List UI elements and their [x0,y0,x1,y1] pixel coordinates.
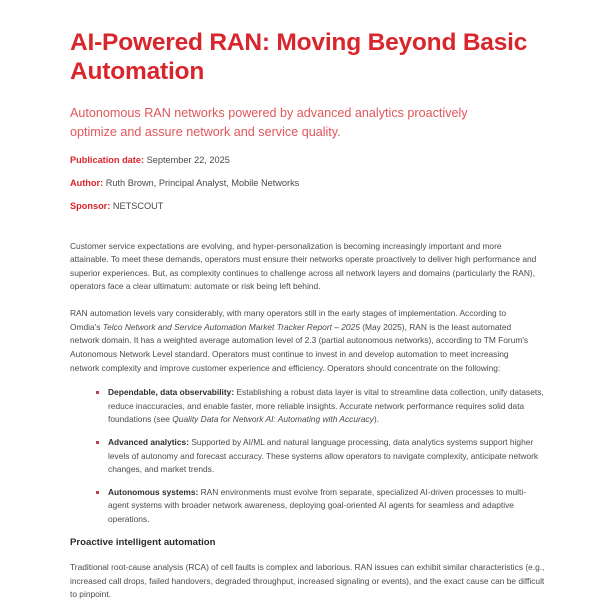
author-value: Ruth Brown, Principal Analyst, Mobile Networks [105,177,300,188]
list-item-text: Establishing a robust data layer is vital to streamline data collection, unify datasets, reduce inaccuracies, and enable faster, more reliable insights. Accurate network performance requires solid data foundations (see [108,387,544,425]
list-item-lead-separator: : [186,436,189,447]
list-item-lead: Dependable, data observability [108,387,232,398]
list-item-lead: Advanced analytics [108,436,187,447]
list-item-lead: Autonomous systems [108,486,196,497]
bullet-square-icon [96,391,99,394]
list-item-lead-separator: : [195,486,199,497]
body-paragraph-2 [70,307,538,375]
spacer [70,224,545,240]
body-paragraph-3: Traditional root-cause analysis (RCA) of cell faults is complex and laborious. RAN issues can exhibit similar characteristics (e.g., increased call drops, failed handovers, degraded throughput, increased signaling or events), and the exact cause can be difficult to pinpoint. [70,562,545,600]
paragraph-2-report-title: Telco Network and Service Automation Market Tracker Report – 2025 [102,321,360,332]
publication-date-line [70,155,545,167]
sponsor-value: NETSCOUT [112,200,164,211]
page-title: AI-Powered RAN: Moving Beyond Basic Automation [70,29,528,86]
bullet-square-icon [96,491,99,494]
bullet-square-icon [96,441,99,444]
publication-date-label: Publication date: [70,154,145,165]
list-item-text: Supported by AI/ML and natural language processing, data analytics systems support higher levels of autonomy and forecast accuracy. These systems allow operators to navigate complexity, anticipate network changes, and market trends. [108,436,539,475]
list-item-text-tail: ). [373,414,379,425]
body-paragraph-1: Customer service expectations are evolving, and hyper-personalization is becoming increasingly important and more attainable. To meet these demands, operators must ensure their networks operate proactively to deliver high performance and superior experiences. But, as complexity continues to challenge across all network layers and domains (particularly the RAN), operators face a clear ultimatum: automate or risk being left behind. [70,240,537,292]
page-subtitle: Autonomous RAN networks powered by advanced analytics proactively optimize and assure network and service quality. [70,106,468,139]
publication-date-value: September 22, 2025 [146,154,230,165]
section-heading: Proactive intelligent automation [70,536,216,548]
list-item [96,436,545,477]
list-item [96,486,545,527]
list-item-citation: Quality Data for Network AI: Automating with Accuracy [172,414,374,425]
author-line [70,178,545,190]
author-label: Author: [70,177,104,188]
paragraph-2-part-1: RAN automation levels vary considerably, with many operators still in the early stages of implementation. According to Omdia's [70,308,507,332]
list-item [96,386,545,427]
sponsor-label: Sponsor: [70,200,111,211]
list-item-text: RAN environments must evolve from separate, specialized AI-driven processes to multi-agent systems with broader network awareness, deploying goal-oriented AI agents for seamless and adaptive operations. [108,486,526,524]
paragraph-2-part-2: (May 2025), RAN is the least automated network domain. It has a weighted average automation level of 2.3 (partial autonomous networks), according to TM Forum's Autonomous Network Level standard. Operators must continue to invest in and develop automation to meet increasing network complexity and improve customer experience and efficiency. Operators should concentrate on the following: [70,321,529,373]
list-item-lead-separator: : [231,387,235,398]
focus-areas-list [70,386,545,526]
sponsor-line [70,201,545,213]
